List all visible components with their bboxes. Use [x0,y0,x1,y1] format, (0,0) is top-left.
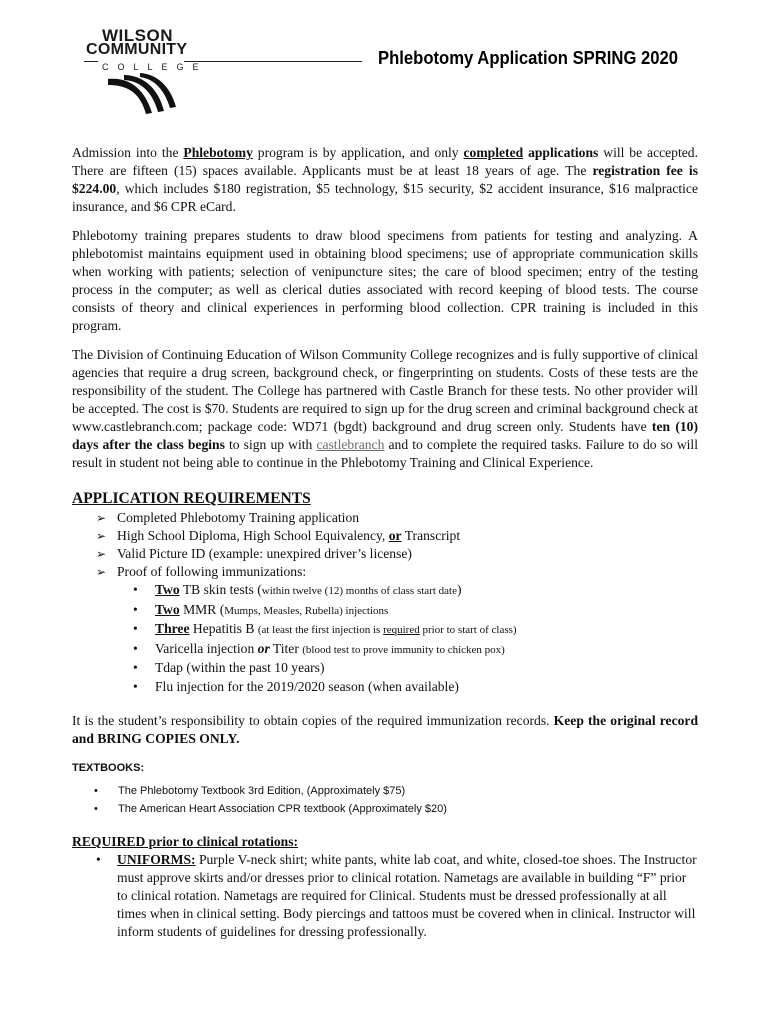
document-body [72,144,698,941]
required-heading: REQUIRED prior to clinical rotations: [72,834,299,849]
header-rule-left [84,61,98,62]
intro-paragraph: Admission into the Phlebotomy program is by application, and only completed applications will be accepted. There are fifteen (15) spaces available. Applicants must be at least 18 years of age. The registration fee is $224.00, which includes $180 registration, $5 technology, $15 security, $2 accident insurance, $16 malpractice insurance, and $6 CPR eCard. [72,145,698,214]
application-requirements-heading: APPLICATION REQUIREMENTS [72,490,311,507]
textbooks-heading: TEXTBOOKS: [72,762,145,774]
list-item: ➢ Proof of following immunizations: • Two TB skin tests (within twelve (12) months of class start date) • Two MMR (Mumps, Measles, Rubella) injections • Three Hepatitis B (at least the first injection is required prior to start of class) • Varicella injection or Titer (blood test to prove immunity to chicken pox) • Tdap (within the past 10 years) • Flu injection for the 2019/2020 season (when available) [96,563,698,696]
list-item: • UNIFORMS: Purple V-neck shirt; white pants, white lab coat, and white, closed-toe shoes. The Instructor must approve skirts and/or dresses prior to clinical rotation. Nametags are available in building “F” prior to clinical rotation. Nametags are required for Clinical. Students must be dressed professionally at all times when in clinical setting. Body piercings and tattoos must be covered when in clinical. Instructor will inform students of guidelines for dressing professionally. [96,852,697,939]
castlebranch-link[interactable]: castlebranch [316,437,385,452]
list-item: • Varicella injection or Titer (blood test to prove immunity to chicken pox) [131,640,698,660]
list-item: • Three Hepatitis B (at least the first injection is required prior to start of class) [131,620,698,640]
arrow-bullet-icon: ➢ [96,511,107,525]
bullet-icon: • [94,785,98,797]
page-title: Phlebotomy Application SPRING 2020 [378,47,679,68]
logo-text-wilson: WILSON [102,26,173,45]
textbooks-list [72,782,698,818]
bullet-icon: • [133,601,138,617]
bullet-icon: • [96,852,101,867]
list-item: • The Phlebotomy Textbook 3rd Edition, (Approximately $75) [94,782,698,800]
arrow-bullet-icon: ➢ [96,565,107,579]
immunizations-list [117,581,698,696]
logo-text-community: COMMUNITY [86,41,188,58]
college-logo [84,26,234,121]
list-item: • Two MMR (Mumps, Measles, Rubella) injections [131,601,698,621]
logo-wave-icon [106,73,178,115]
arrow-bullet-icon: ➢ [96,547,107,561]
required-list [72,851,698,941]
bullet-icon: • [94,803,98,815]
bullet-icon: • [133,660,138,675]
list-item: • Flu injection for the 2019/2020 season (when available) [131,678,698,697]
logo-text-college: COLLEGE [102,62,208,72]
list-item: ➢ Completed Phlebotomy Training application [96,510,360,525]
bullet-icon: • [133,582,138,597]
requirements-list [72,509,698,696]
list-item: ➢ High School Diploma, High School Equivalency, or Transcript [96,528,461,543]
list-item: • The American Heart Association CPR textbook (Approximately $20) [94,800,698,818]
list-item: • Tdap (within the past 10 years) [131,659,698,678]
bullet-icon: • [133,621,138,636]
division-paragraph: The Division of Continuing Education of Wilson Community College recognizes and is fully supportive of clinical agencies that require a drug screen, background check, or fingerprinting on students. Costs of these tests are the responsibility of the student. The College has partnered with Castle Branch for these tests. No other provider will be accepted. The cost is $70. Students are required to sign up for the drug screen and criminal background check at www.castlebranch.com; package code: WD71 (bgdt) background and drug screen only. Students have ten (10) days after the class begins to sign up with castlebranch and to complete the required tasks. Failure to do so will result in student not being able to continue in the Phlebotomy Training and Clinical Experience. [72,347,698,470]
header-rule [184,61,362,62]
list-item: • Two TB skin tests (within twelve (12) months of class start date) [131,581,698,601]
bullet-icon: • [133,640,138,656]
responsibility-paragraph: It is the student’s responsibility to obtain copies of the required immunization records. Keep the original record and BRING COPIES ONLY. [72,713,698,746]
bullet-icon: • [133,678,138,694]
arrow-bullet-icon: ➢ [96,529,107,543]
training-paragraph: Phlebotomy training prepares students to draw blood specimens from patients for testing and analyzing. A phlebotomist maintains equipment used in obtaining blood specimens; use of appropriate communication skills when working with patients; selection of venipuncture sites; the care of blood specimen; entry of the testing process in the computer; as well as clerical duties associated with record keeping of blood tests. The course consists of theory and clinical experiences in performing blood collection. CPR training is included in this program. [72,228,698,333]
list-item: ➢ Valid Picture ID (example: unexpired driver’s license) [96,546,412,561]
